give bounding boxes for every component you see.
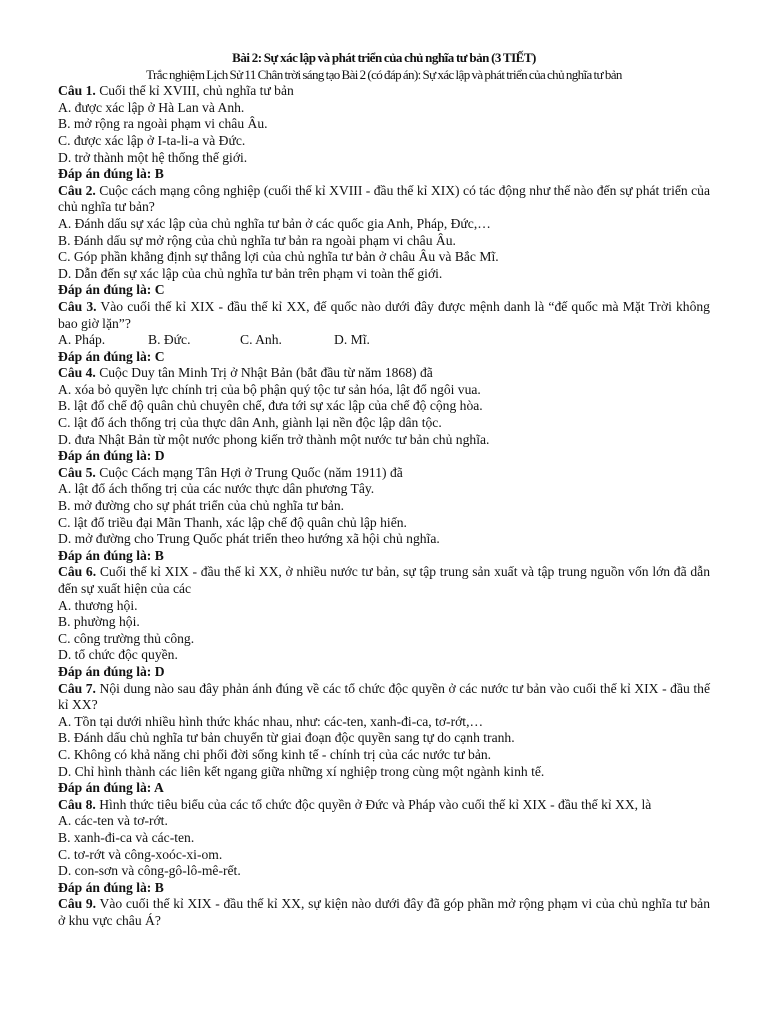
answer-option: A. thương hội. [58,597,138,613]
answer-option: C. Không có khả năng chi phối đời sống kinh tế - chính trị của các nước tư bản. [58,746,492,762]
question-text [58,681,710,714]
question-label: Câu 5. [58,464,96,480]
answer-option: D. đưa Nhật Bản từ một nước phong kiến trở thành một nước tư bản chủ nghĩa. [58,431,490,447]
question-4 [58,365,710,465]
answer-option: B. phường hội. [58,614,140,630]
correct-answer: Đáp án đúng là: B [58,879,164,895]
question-label: Câu 3. [58,298,97,314]
question-text [58,797,710,814]
question-1 [58,83,710,183]
answer-option: A. được xác lập ở Hà Lan và Anh. [58,99,245,115]
question-text [58,564,710,597]
page-title: Bài 2: Sự xác lập và phát triển của chủ nghĩa tư bản (3 TIẾT) [232,50,536,65]
question-label: Câu 2. [58,182,96,198]
question-label: Câu 8. [58,796,96,812]
correct-answer: Đáp án đúng là: B [58,166,164,182]
question-stem: Hình thức tiêu biểu của các tổ chức độc quyền ở Đức và Pháp vào cuối thế kỉ XIX - đầu thế kỉ XX, là [99,796,652,812]
question-text [58,83,710,100]
answer-option: D. Chỉ hình thành các liên kết ngang giữa những xí nghiệp trong cùng một ngành kinh tế. [58,763,545,779]
answer-option: A. Tồn tại dưới nhiều hình thức khác nhau, như: các-ten, xanh-đi-ca, tơ-rớt,… [58,713,484,729]
answer-option: C. tơ-rớt và công-xoóc-xi-om. [58,846,223,862]
question-6 [58,564,710,680]
answer-option: C. Anh. [240,332,282,348]
answer-option: C. lật đổ triều đại Mãn Thanh, xác lập chế độ quân chủ lập hiến. [58,514,407,530]
question-2 [58,183,710,299]
answer-option: A. Pháp. [58,332,106,348]
question-text [58,299,710,332]
answer-option: B. Đánh dấu chủ nghĩa tư bản chuyển từ giai đoạn độc quyền sang tự do cạnh tranh. [58,730,515,746]
question-stem: Cuộc Duy tân Minh Trị ở Nhật Bản (bắt đầu từ năm 1868) đã [99,365,433,381]
question-8 [58,797,710,897]
answer-option: D. mở đường cho Trung Quốc phát triển theo hướng xã hội chủ nghĩa. [58,531,440,547]
answer-option: D. Dẫn đến sự xác lập của chủ nghĩa tư bản trên phạm vi toàn thế giới. [58,265,443,281]
correct-answer: Đáp án đúng là: C [58,348,165,364]
question-label: Câu 1. [58,83,96,99]
answer-option: B. Đức. [148,332,191,348]
question-label: Câu 7. [58,680,96,696]
question-5 [58,465,710,565]
answer-option: A. Đánh dấu sự xác lập của chủ nghĩa tư bản ở các quốc gia Anh, Pháp, Đức,… [58,215,491,231]
question-text [58,183,710,216]
correct-answer: Đáp án đúng là: D [58,448,165,464]
answer-option: B. lật đổ chế độ quân chủ chuyên chế, đưa tới sự xác lập của chế độ cộng hòa. [58,398,483,414]
answer-option: D. Mĩ. [334,332,370,348]
question-stem: Cuộc Cách mạng Tân Hợi ở Trung Quốc (năm 1911) đã [99,464,403,480]
answer-option: B. mở đường cho sự phát triển của chủ nghĩa tư bản. [58,498,345,514]
question-list [58,83,710,929]
answer-option: A. xóa bỏ quyền lực chính trị của bộ phận quý tộc tư sản hóa, lật đổ ngôi vua. [58,381,481,397]
question-9 [58,896,710,929]
correct-answer: Đáp án đúng là: C [58,282,165,298]
question-stem: Cuối thế kỉ XVIII, chủ nghĩa tư bản [99,83,294,99]
question-stem: Cuối thế kỉ XIX - đầu thế kỉ XX, ở nhiều nước tư bản, sự tập trung sản xuất và tập trung nguồn vốn lớn đã dẫn đến sự xuất hiện của các [58,564,710,596]
answer-option-row [58,332,710,349]
question-stem: Nội dung nào sau đây phản ánh đúng về các tổ chức độc quyền ở các nước tư bản vào cuối thế kỉ XIX - đầu thế kỉ XX? [58,680,710,713]
question-text [58,465,710,482]
answer-option: B. xanh-đi-ca và các-ten. [58,829,195,845]
correct-answer: Đáp án đúng là: B [58,547,164,563]
question-label: Câu 4. [58,365,96,381]
question-stem: Cuộc cách mạng công nghiệp (cuối thế kỉ XVIII - đầu thế kỉ XIX) có tác động như thế nào đến sự phát triển của chủ nghĩa tư bản? [58,182,710,215]
document-page [58,50,710,929]
question-label: Câu 6. [58,564,97,580]
question-text [58,365,710,382]
correct-answer: Đáp án đúng là: A [58,780,164,796]
answer-option: D. con-sơn và công-gô-lô-mê-rết. [58,863,241,879]
question-stem: Vào cuối thế kỉ XIX - đầu thế kỉ XX, đế quốc nào dưới đây được mệnh danh là “đế quốc mà Mặt Trời không bao giờ lặn”? [58,298,710,331]
question-label: Câu 9. [58,896,97,912]
question-stem: Vào cuối thế kỉ XIX - đầu thế kỉ XX, sự kiện nào dưới đây đã góp phần mở rộng phạm vi của chủ nghĩa tư bản ở khu vực châu Á? [58,896,710,928]
answer-option: D. trở thành một hệ thống thế giới. [58,149,248,165]
answer-option: D. tổ chức độc quyền. [58,647,178,663]
answer-option: B. mở rộng ra ngoài phạm vi châu Âu. [58,116,268,132]
question-7 [58,681,710,797]
answer-option: C. lật đổ ách thống trị của thực dân Anh, giành lại nền độc lập dân tộc. [58,415,442,431]
page-subtitle: Trắc nghiệm Lịch Sử 11 Chân trời sáng tạo Bài 2 (có đáp án): Sự xác lập và phát triển của chủ nghĩa tư bản [146,66,622,82]
answer-option: A. lật đổ ách thống trị của các nước thực dân phương Tây. [58,481,375,497]
answer-option: B. Đánh dấu sự mở rộng của chủ nghĩa tư bản ra ngoài phạm vi châu Âu. [58,232,456,248]
question-3 [58,299,710,365]
question-text [58,896,710,929]
answer-option: C. được xác lập ở I-ta-li-a và Đức. [58,132,246,148]
answer-option: C. Góp phần khẳng định sự thắng lợi của chủ nghĩa tư bản ở châu Âu và Bắc Mĩ. [58,249,499,265]
answer-option: C. công trường thủ công. [58,630,195,646]
correct-answer: Đáp án đúng là: D [58,663,165,679]
answer-option: A. các-ten và tơ-rớt. [58,813,168,829]
